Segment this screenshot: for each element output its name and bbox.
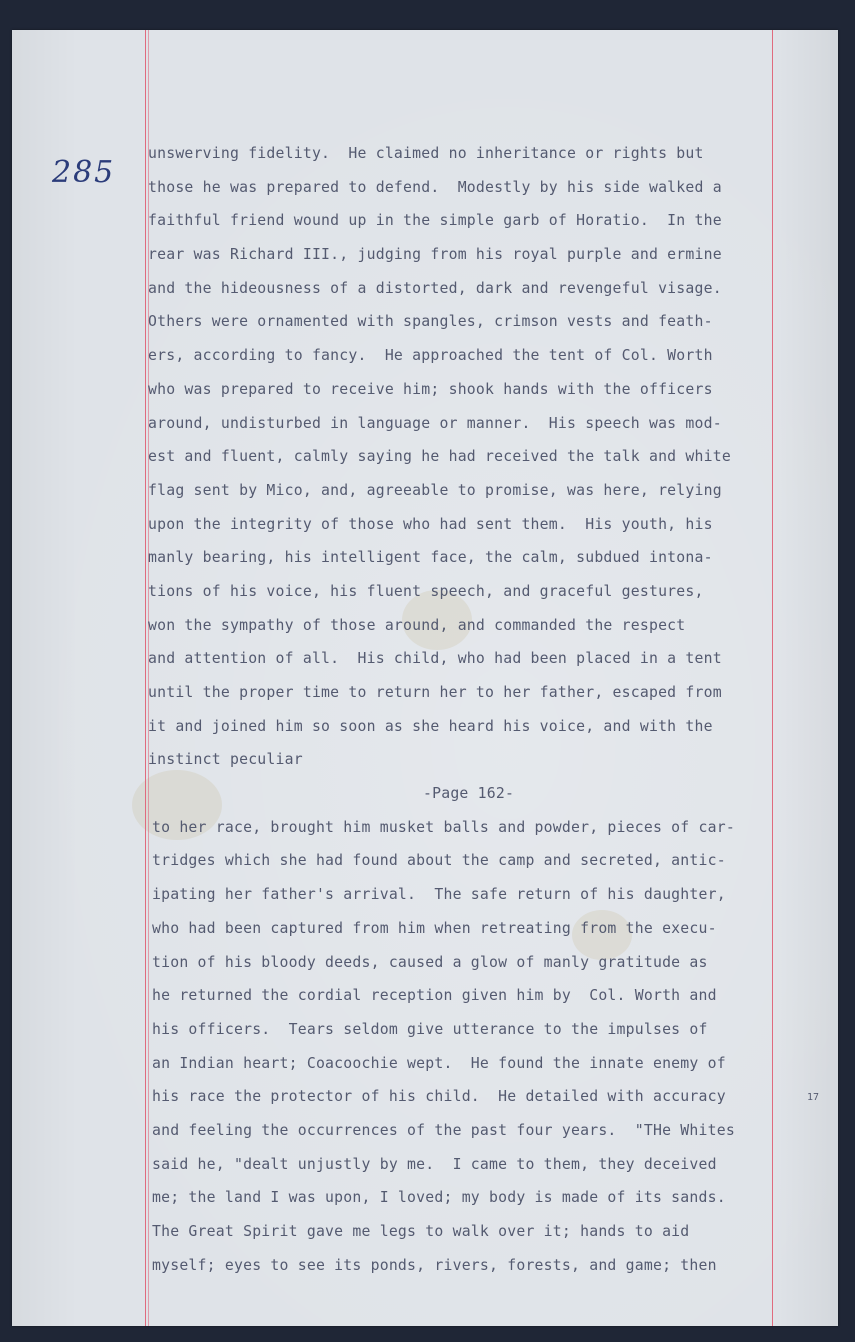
handwritten-folio-number: 285 — [52, 155, 116, 190]
text-line: instinct peculiar — [148, 751, 303, 769]
text-line: to her race, brought him musket balls and powder, pieces of car- — [152, 818, 735, 836]
text-line: said he, "dealt unjustly by me. I came to them, they deceived — [152, 1155, 717, 1173]
text-line: his race the protector of his child. He detailed with accuracy — [152, 1088, 726, 1106]
text-line: faithful friend wound up in the simple garb of Horatio. In the — [148, 212, 722, 230]
body-text — [148, 137, 828, 1282]
text-line: ers, according to fancy. He approached the tent of Col. Worth — [148, 347, 713, 365]
text-line: his officers. Tears seldom give utterance to the impulses of — [152, 1020, 708, 1038]
text-line: est and fluent, calmly saying he had received the talk and white — [148, 448, 731, 466]
text-line: Others were ornamented with spangles, crimson vests and feath- — [148, 313, 713, 331]
text-line: it and joined him so soon as she heard his voice, and with the — [148, 717, 713, 735]
text-line: and attention of all. His child, who had been placed in a tent — [148, 650, 722, 668]
text-line: he returned the cordial reception given him by Col. Worth and — [152, 987, 717, 1005]
left-margin-rule — [145, 30, 146, 1326]
text-line: The Great Spirit gave me legs to walk over it; hands to aid — [152, 1223, 690, 1240]
text-line: who was prepared to receive him; shook hands with the officers — [148, 380, 713, 398]
text-line: an Indian heart; Coacoochie wept. He found the innate enemy of — [152, 1054, 726, 1072]
text-line: and feeling the occurrences of the past four years. "THe Whites — [152, 1121, 735, 1139]
text-line: around, undisturbed in language or manner. His speech was mod- — [148, 414, 722, 432]
text-line: rear was Richard III., judging from his royal purple and ermine — [148, 246, 722, 264]
text-line: ipating her father's arrival. The safe return of his daughter, — [152, 886, 726, 904]
text-line: flag sent by Mico, and, agreeable to promise, was here, relying — [148, 481, 722, 499]
text-line: unswerving fidelity. He claimed no inheritance or rights but — [148, 145, 704, 162]
text-line: tions of his voice, his fluent speech, and graceful gestures, — [148, 582, 704, 600]
superscript-mark: 17 — [807, 1092, 820, 1103]
text-line: tridges which she had found about the camp and secreted, antic- — [152, 852, 726, 870]
page-marker: -Page 162- — [423, 785, 515, 803]
text-line: tion of his bloody deeds, caused a glow of manly gratitude as — [152, 953, 708, 971]
text-line: me; the land I was upon, I loved; my body is made of its sands. — [152, 1189, 726, 1207]
text-line: and the hideousness of a distorted, dark and revengeful visage. — [148, 279, 722, 297]
text-line: who had been captured from him when retreating from the execu- — [152, 919, 717, 937]
text-line: those he was prepared to defend. Modestly by his side walked a — [148, 178, 722, 196]
text-line: manly bearing, his intelligent face, the calm, subdued intona- — [148, 549, 713, 567]
text-line: upon the integrity of those who had sent them. His youth, his — [148, 515, 713, 533]
text-line: myself; eyes to see its ponds, rivers, forests, and game; then — [152, 1256, 717, 1274]
text-line: won the sympathy of those around, and commanded the respect — [148, 616, 686, 634]
text-line: until the proper time to return her to her father, escaped from — [148, 684, 722, 701]
